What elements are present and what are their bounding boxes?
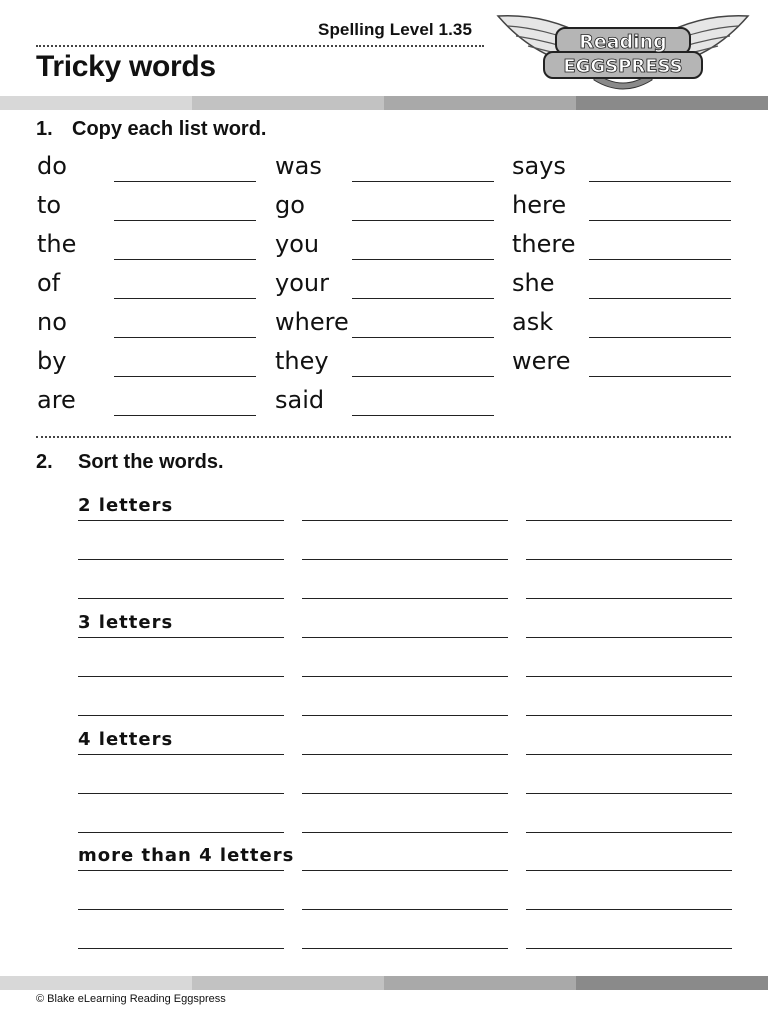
copyright-footer: © Blake eLearning Reading Eggspress: [36, 993, 226, 1005]
group-label: more than 4 letters: [78, 845, 295, 866]
bottom-color-band: [0, 976, 768, 990]
band-segment: [576, 96, 768, 110]
list-word: said: [275, 386, 325, 414]
sort-writing-line[interactable]: [302, 637, 508, 638]
sort-writing-line[interactable]: [302, 832, 508, 833]
band-segment: [0, 976, 192, 990]
sort-writing-line[interactable]: [526, 948, 732, 949]
sort-writing-line[interactable]: [302, 948, 508, 949]
copy-writing-line[interactable]: [352, 298, 494, 299]
question-1-text: Copy each list word.: [72, 118, 267, 140]
question-2-number: 2.: [36, 451, 53, 473]
list-word: of: [37, 269, 61, 297]
list-word: to: [37, 191, 62, 219]
copy-writing-line[interactable]: [352, 415, 494, 416]
sort-writing-line[interactable]: [526, 715, 732, 716]
band-segment: [192, 96, 384, 110]
sort-writing-line[interactable]: [526, 832, 732, 833]
sort-writing-line[interactable]: [78, 948, 284, 949]
question-2-heading: [36, 451, 224, 474]
sort-writing-line[interactable]: [526, 793, 732, 794]
sort-writing-line[interactable]: [526, 520, 732, 521]
question-1-heading: [36, 118, 266, 141]
list-word: says: [512, 152, 566, 180]
list-word: there: [512, 230, 576, 258]
list-word: where: [275, 308, 349, 336]
list-word: go: [275, 191, 305, 219]
page-title: Tricky words: [36, 50, 216, 83]
band-segment: [0, 96, 192, 110]
band-segment: [192, 976, 384, 990]
group-label: 3 letters: [78, 612, 174, 633]
sort-writing-line[interactable]: [302, 598, 508, 599]
list-word: was: [275, 152, 322, 180]
sort-writing-line[interactable]: [302, 754, 508, 755]
copy-writing-line[interactable]: [589, 376, 731, 377]
header-dotted-divider: [36, 45, 484, 47]
list-word: they: [275, 347, 329, 375]
group-label: 4 letters: [78, 729, 174, 750]
band-segment: [384, 976, 576, 990]
copy-writing-line[interactable]: [352, 181, 494, 182]
copy-writing-line[interactable]: [352, 337, 494, 338]
question-2-text: Sort the words.: [78, 451, 224, 473]
copy-writing-line[interactable]: [114, 181, 256, 182]
band-segment: [576, 976, 768, 990]
sort-writing-line[interactable]: [78, 832, 284, 833]
copy-writing-line[interactable]: [114, 337, 256, 338]
sort-writing-line[interactable]: [78, 520, 284, 521]
sort-writing-line[interactable]: [526, 637, 732, 638]
list-word: she: [512, 269, 555, 297]
sort-writing-line[interactable]: [302, 909, 508, 910]
copy-writing-line[interactable]: [589, 298, 731, 299]
list-word: are: [37, 386, 76, 414]
copy-writing-line[interactable]: [352, 376, 494, 377]
copy-writing-line[interactable]: [352, 220, 494, 221]
sort-writing-line[interactable]: [302, 715, 508, 716]
copy-writing-line[interactable]: [114, 415, 256, 416]
sort-writing-line[interactable]: [526, 909, 732, 910]
sort-writing-line[interactable]: [78, 676, 284, 677]
list-word: your: [275, 269, 329, 297]
sort-writing-line[interactable]: [526, 598, 732, 599]
band-segment: [384, 96, 576, 110]
list-word: by: [37, 347, 67, 375]
list-word: were: [512, 347, 571, 375]
list-word: no: [37, 308, 67, 336]
copy-writing-line[interactable]: [114, 220, 256, 221]
sort-writing-line[interactable]: [78, 715, 284, 716]
sort-writing-line[interactable]: [78, 909, 284, 910]
list-word: here: [512, 191, 567, 219]
list-word: ask: [512, 308, 554, 336]
copy-writing-line[interactable]: [589, 337, 731, 338]
reading-eggspress-logo: [494, 10, 752, 94]
sort-writing-line[interactable]: [526, 870, 732, 871]
sort-writing-line[interactable]: [526, 559, 732, 560]
sort-writing-line[interactable]: [302, 676, 508, 677]
list-word: do: [37, 152, 67, 180]
sort-writing-line[interactable]: [526, 676, 732, 677]
sort-writing-line[interactable]: [302, 520, 508, 521]
sort-writing-line[interactable]: [78, 754, 284, 755]
list-word: you: [275, 230, 320, 258]
copy-writing-line[interactable]: [114, 298, 256, 299]
sort-writing-line[interactable]: [302, 793, 508, 794]
sort-writing-line[interactable]: [78, 637, 284, 638]
logo-line2: EGGSPRESS: [563, 56, 683, 77]
sort-writing-line[interactable]: [78, 793, 284, 794]
copy-writing-line[interactable]: [589, 220, 731, 221]
spelling-level: Spelling Level 1.35: [318, 20, 473, 39]
copy-writing-line[interactable]: [114, 259, 256, 260]
sort-writing-line[interactable]: [78, 559, 284, 560]
copy-writing-line[interactable]: [114, 376, 256, 377]
copy-writing-line[interactable]: [589, 181, 731, 182]
top-color-band: [0, 96, 768, 110]
section-dotted-divider: [36, 436, 731, 438]
group-label: 2 letters: [78, 495, 174, 516]
copy-writing-line[interactable]: [352, 259, 494, 260]
logo-line1: Reading: [579, 31, 667, 53]
sort-writing-line[interactable]: [302, 870, 508, 871]
winged-logo-icon: [494, 10, 752, 94]
sort-writing-line[interactable]: [78, 870, 284, 871]
sort-writing-line[interactable]: [302, 559, 508, 560]
question-1-number: 1.: [36, 118, 53, 140]
list-word: the: [37, 230, 77, 258]
copy-writing-line[interactable]: [589, 259, 731, 260]
sort-writing-line[interactable]: [526, 754, 732, 755]
sort-writing-line[interactable]: [78, 598, 284, 599]
